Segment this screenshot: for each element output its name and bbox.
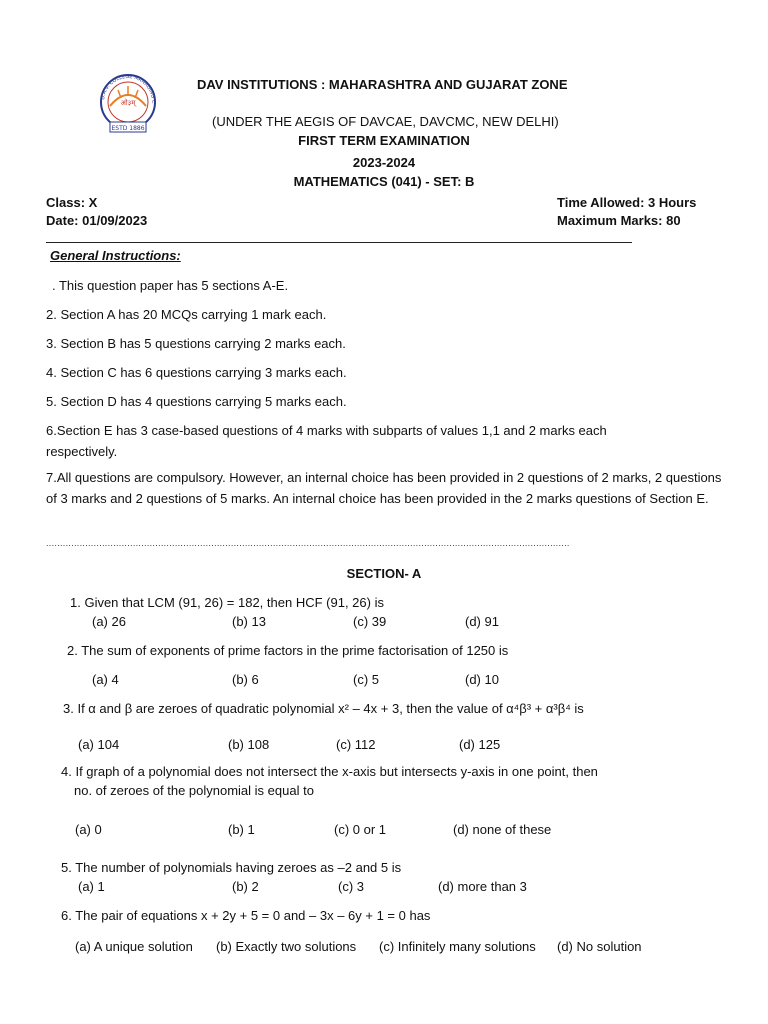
header-rule — [46, 242, 632, 243]
option: (d) none of these — [453, 822, 552, 837]
option: (b) 13 — [232, 614, 266, 629]
option: (a) 4 — [92, 672, 119, 687]
question-text-continued: no. of zeroes of the polynomial is equal to — [74, 783, 314, 798]
exam-year: 2023-2024 — [352, 155, 416, 170]
date-label: Date: 01/09/2023 — [46, 213, 148, 228]
option: (c) 3 — [338, 879, 364, 894]
option: (b) Exactly two solutions — [216, 939, 357, 954]
option: (d) 91 — [465, 614, 499, 629]
option: (b) 2 — [232, 879, 259, 894]
instruction-item: 4. Section C has 6 questions carrying 3 marks each. — [46, 365, 347, 380]
option: (a) 0 — [75, 822, 102, 837]
max-marks: Maximum Marks: 80 — [557, 213, 681, 228]
question-text: 2. The sum of exponents of prime factors in the prime factorisation of 1250 is — [67, 643, 509, 658]
option: (b) 6 — [232, 672, 259, 687]
instruction-item: 3. Section B has 5 questions carrying 2 marks each. — [46, 336, 346, 351]
option: (c) 0 or 1 — [334, 822, 387, 837]
class-label: Class: X — [46, 195, 98, 210]
question-text: 1. Given that LCM (91, 26) = 182, then HCF (91, 26) is — [70, 595, 384, 610]
question-text: 3. If α and β are zeroes of quadratic polynomial x² – 4x + 3, then the value of α⁴β³ + α³β⁴ is — [63, 701, 584, 716]
option: (c) Infinitely many solutions — [379, 939, 536, 954]
option: (a) 26 — [92, 614, 126, 629]
option: (d) 125 — [459, 737, 501, 752]
logo-estd-text: ESTD 1886 — [111, 125, 145, 132]
option: (d) 10 — [465, 672, 499, 687]
option: (b) 1 — [228, 822, 255, 837]
section-a-heading: SECTION- A — [346, 566, 422, 581]
question-text: 4. If graph of a polynomial does not intersect the x-axis but intersects y-axis in one point, then — [61, 764, 598, 779]
dav-logo — [88, 72, 168, 138]
option: (b) 108 — [228, 737, 270, 752]
institution-title: DAV INSTITUTIONS : MAHARASHTRA AND GUJARAT ZONE — [197, 77, 568, 92]
svg-text:ओ३म्: ओ३म् — [120, 99, 136, 107]
aegis-line: (UNDER THE AEGIS OF DAVCAE, DAVCMC, NEW DELHI) — [212, 114, 559, 129]
instruction-item: 6.Section E has 3 case-based questions of 4 marks with subparts of values 1,1 and 2 marks each respectively. — [46, 423, 607, 459]
time-allowed: Time Allowed: 3 Hours — [557, 195, 697, 210]
option: (c) 112 — [336, 737, 376, 752]
instruction-item: . This question paper has 5 sections A-E. — [52, 278, 289, 293]
logo-ring-text: D.A.V. COLLEGE MANAGING C — [100, 73, 157, 104]
instructions-heading: General Instructions: — [50, 248, 181, 263]
option: (a) 104 — [78, 737, 120, 752]
option: (c) 39 — [353, 614, 387, 629]
instruction-item: 2. Section A has 20 MCQs carrying 1 mark each. — [46, 307, 327, 322]
instruction-item: 7.All questions are compulsory. However, an internal choice has been provided in 2 questions of 2 marks, 2 questions of 3 marks and 2 questions of 5 marks. An internal choice has been provided in the 2 marks questions of Section E. — [46, 470, 722, 506]
option: (d) more than 3 — [438, 879, 527, 894]
question-text: 5. The number of polynomials having zeroes as –2 and 5 is — [61, 860, 402, 875]
option: (a) A unique solution — [75, 939, 193, 954]
exam-name: FIRST TERM EXAMINATION — [298, 133, 470, 148]
dotted-separator: ........................................................................................................................................................................................... — [46, 538, 570, 548]
option: (d) No solution — [557, 939, 642, 954]
question-text: 6. The pair of equations x + 2y + 5 = 0 and – 3x – 6y + 1 = 0 has — [61, 908, 431, 923]
instruction-item: 5. Section D has 4 questions carrying 5 marks each. — [46, 394, 347, 409]
option: (c) 5 — [353, 672, 379, 687]
option: (a) 1 — [78, 879, 105, 894]
subject-line: MATHEMATICS (041) - SET: B — [293, 174, 475, 189]
